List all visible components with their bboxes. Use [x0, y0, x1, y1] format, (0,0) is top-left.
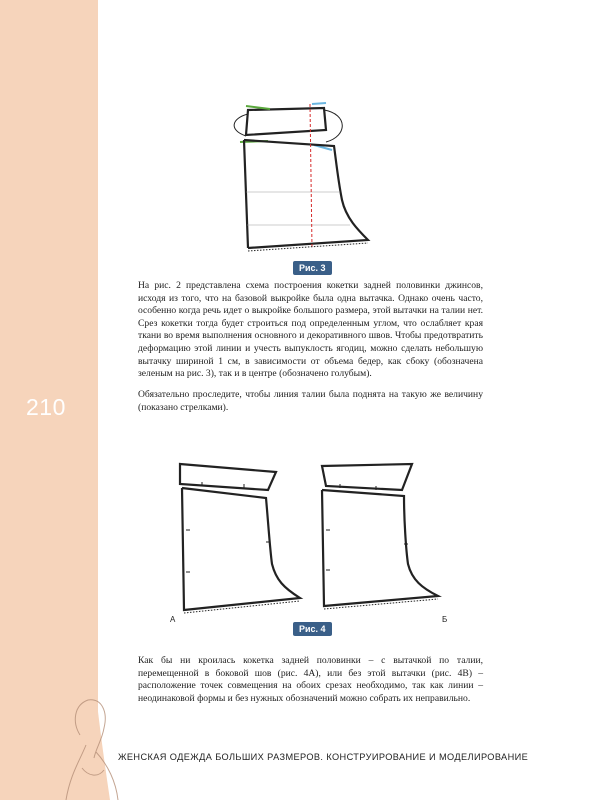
figure-4b-diagram	[312, 460, 447, 615]
figure-4a-diagram	[172, 460, 307, 615]
figure-4-label-b: Б	[442, 615, 448, 624]
figure-3-diagram	[222, 100, 372, 260]
figure-4-label-a: А	[170, 615, 176, 624]
paragraph-3: Как бы ни кроилась кокетка задней половинки – с вытачкой по талии, перемещенной в боковой шов (рис. 4А), или без этой вытачки (рис. 4В) – расположение точек совмещения на обоих срезах необходимо, так как линии – неодинаковой формы и без нужных обозначений можно собрать их неправильно.	[138, 655, 483, 704]
figure-4-caption: Рис. 4	[293, 622, 332, 636]
figure-3-caption: Рис. 3	[293, 261, 332, 275]
paragraph-1: На рис. 2 представлена схема построения кокетки задней половинки джинсов, исходя из того, что на базовой выкройке была одна вытачка. Однако очень часто, особенно когда речь идет о выкройке большого размера, этой вытачки на талии нет. Срез кокетки тогда будет строиться под определенным углом, что ослабляет края ткани во время выполнения основного и декоративного швов. Чтобы предотвратить деформацию этой линии и учесть выпуклость ягодиц, можно сделать небольшую вытачку шириной 1 см, в зависимости от объема бедер, как сбоку (обозначена зеленым на рис. 3), так и в центре (обозначено голубым).	[138, 280, 483, 380]
page-number: 210	[26, 394, 66, 420]
footer-book-title: ЖЕНСКАЯ ОДЕЖДА БОЛЬШИХ РАЗМЕРОВ. КОНСТРУИРОВАНИЕ И МОДЕЛИРОВАНИЕ	[118, 752, 529, 762]
paragraph-2: Обязательно проследите, чтобы линия талии была поднята на такую же величину (показано стрелками).	[138, 389, 483, 413]
